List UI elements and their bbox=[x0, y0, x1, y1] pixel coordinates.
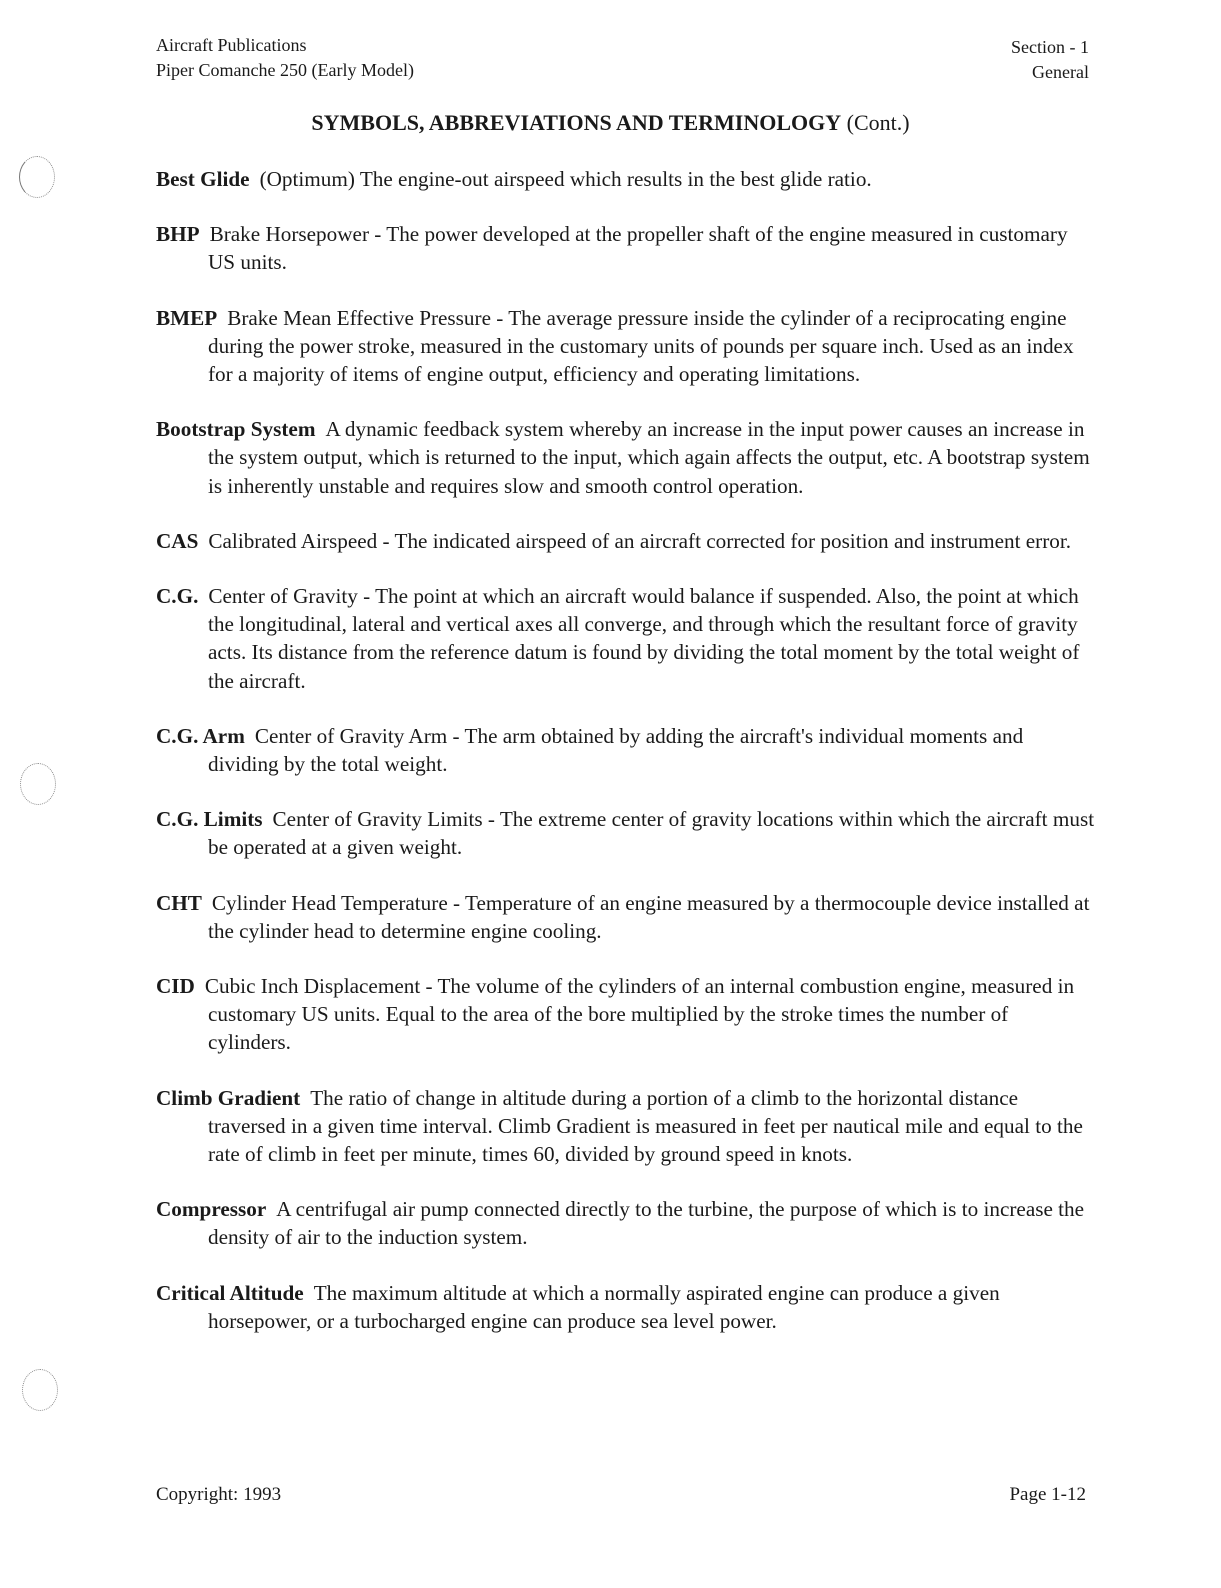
page-title bbox=[0, 108, 1221, 138]
punch-hole-top bbox=[19, 156, 55, 198]
glossary-entry bbox=[156, 304, 1096, 389]
glossary-term: Best Glide bbox=[156, 167, 250, 191]
glossary-entry bbox=[156, 889, 1096, 945]
glossary-entry bbox=[156, 1279, 1096, 1335]
glossary-definition: Center of Gravity - The point at which an aircraft would balance if suspended. Also, the point at which the longitudinal, lateral and vertical axes all converge, and through which the resultant force of gravity acts. Its distance from the reference datum is found by dividing the total moment by the total weight of the aircraft. bbox=[208, 584, 1080, 693]
glossary-entry bbox=[156, 1195, 1096, 1251]
glossary-term: CAS bbox=[156, 528, 199, 553]
header-section: Section - 1 bbox=[1011, 37, 1089, 57]
glossary-definition: Center of Gravity Limits - The extreme center of gravity locations within which the aircraft must be operated at a given weight. bbox=[208, 807, 1095, 860]
glossary-term: Critical Altitude bbox=[156, 1280, 304, 1305]
glossary-definition: The maximum altitude at which a normally aspirated engine can produce a given horsepower, or a turbocharged engine can produce sea level power. bbox=[208, 1280, 1000, 1333]
glossary-entry bbox=[156, 805, 1096, 861]
glossary-entry bbox=[156, 722, 1096, 778]
glossary-term: BHP bbox=[156, 222, 200, 247]
footer-page-number: Page 1-12 bbox=[1009, 1484, 1086, 1505]
glossary-definition: (Optimum) The engine-out airspeed which results in the best glide ratio. bbox=[259, 167, 872, 191]
glossary-entry bbox=[156, 415, 1096, 500]
page-title-main: SYMBOLS, ABBREVIATIONS AND TERMINOLOGY bbox=[311, 110, 842, 135]
glossary-entry bbox=[156, 165, 1096, 193]
glossary-term: Climb Gradient bbox=[156, 1085, 301, 1110]
footer-copyright: Copyright: 1993 bbox=[156, 1484, 282, 1505]
glossary-entry bbox=[156, 582, 1096, 695]
glossary-term: C.G. Arm bbox=[156, 723, 245, 748]
header-publisher: Aircraft Publications bbox=[156, 35, 307, 55]
header-section-block bbox=[1011, 35, 1089, 85]
glossary-term: C.G. bbox=[156, 584, 199, 609]
glossary-definition: A dynamic feedback system whereby an increase in the input power causes an increase in the system output, which is returned to the input, which again affects the output, etc. A bootstrap system is inherently unstable and requires slow and smooth control operation. bbox=[208, 417, 1090, 498]
glossary-list bbox=[156, 165, 1096, 1362]
header-publisher-block bbox=[156, 33, 414, 83]
header-aircraft-model: Piper Comanche 250 (Early Model) bbox=[156, 60, 414, 80]
glossary-definition: Center of Gravity Arm - The arm obtained by adding the aircraft's individual moments and dividing by the total weight. bbox=[208, 723, 1024, 777]
glossary-term: Compressor bbox=[156, 1197, 267, 1222]
glossary-definition: Brake Horsepower - The power developed at the propeller shaft of the engine measured in customary US units. bbox=[208, 222, 1068, 275]
glossary-term: BMEP bbox=[156, 305, 218, 330]
glossary-definition: Cylinder Head Temperature - Temperature of an engine measured by a thermocouple device installed at the cylinder head to determine engine cooling. bbox=[208, 890, 1090, 943]
glossary-definition: Brake Mean Effective Pressure - The average pressure inside the cylinder of a reciprocating engine during the power stroke, measured in the customary units of pounds per square inch. Used as an index for a majority of items of engine output, efficiency and operating limitations. bbox=[208, 305, 1074, 387]
glossary-entry bbox=[156, 527, 1096, 555]
header-section-name: General bbox=[1032, 62, 1089, 82]
glossary-term: Bootstrap System bbox=[156, 417, 316, 442]
glossary-definition: The ratio of change in altitude during a portion of a climb to the horizontal distance traversed in a given time interval. Climb Gradient is measured in feet per nautical mile and equal to the rate of climb in feet per minute, times 60, divided by ground speed in knots. bbox=[208, 1085, 1083, 1167]
glossary-definition: Calibrated Airspeed - The indicated airspeed of an aircraft corrected for position and instrument error. bbox=[208, 528, 1072, 553]
glossary-term: CHT bbox=[156, 890, 202, 915]
glossary-definition: Cubic Inch Displacement - The volume of the cylinders of an internal combustion engine, measured in customary US units. Equal to the area of the bore multiplied by the stroke times the number of cylinders. bbox=[204, 974, 1075, 1055]
punch-hole-middle bbox=[20, 763, 56, 805]
punch-hole-bottom bbox=[22, 1369, 58, 1411]
glossary-entry bbox=[156, 1084, 1096, 1169]
glossary-term: C.G. Limits bbox=[156, 807, 263, 832]
page-title-suffix: (Cont.) bbox=[846, 110, 910, 135]
glossary-entry bbox=[156, 972, 1096, 1057]
glossary-entry bbox=[156, 220, 1096, 276]
glossary-definition: A centrifugal air pump connected directly to the turbine, the purpose of which is to increase the density of air to the induction system. bbox=[208, 1197, 1085, 1250]
glossary-term: CID bbox=[156, 974, 195, 999]
